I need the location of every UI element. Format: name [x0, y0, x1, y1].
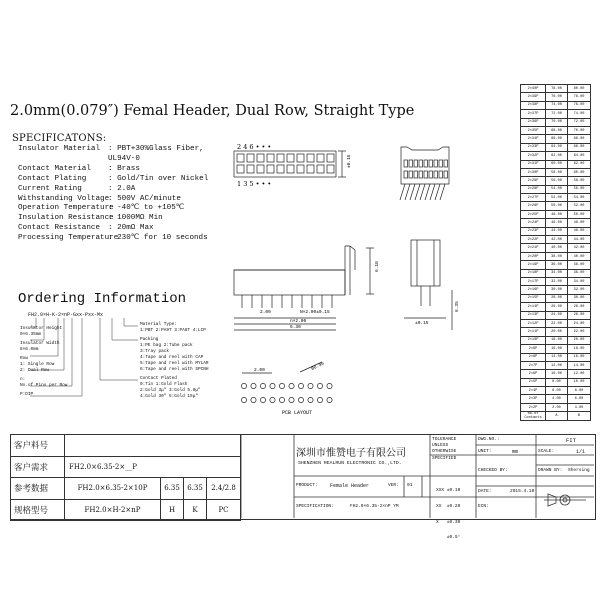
dimension-table-cell: 40.00 [568, 252, 591, 260]
dimension-table-cell: A [546, 412, 568, 421]
dimension-table-cell: 4.00 [546, 395, 568, 403]
dimension-table-cell: 2×3P [521, 395, 546, 403]
dimension-table-cell: 52.00 [568, 202, 591, 210]
unit-value: mm [512, 449, 519, 455]
dimension-table-cell: 44.00 [546, 227, 568, 235]
spec-row: Contact Plating : Gold/Tin over Nickel [18, 174, 209, 183]
dimension-table-cell: 22.00 [546, 319, 568, 327]
ordering-material-type: Material Type: 1:PBT 2:PA9T 3:PA6T 4:LCP [140, 322, 206, 333]
dimension-table-cell: 2×24P [521, 219, 546, 227]
dimension-table-cell: 12.00 [568, 370, 591, 378]
dimension-table-cell: 2×22P [521, 236, 546, 244]
tolerance-label: TOLERANCE UNLESS OTHERWISE SPECIFIED [432, 437, 457, 461]
dimension-table-cell: 2×4P [521, 387, 546, 395]
dimension-table-cell: 2×38P [521, 101, 546, 109]
dimension-table-cell: 22.00 [568, 328, 591, 336]
dwg-no-label: DWG.NO.: [478, 437, 500, 442]
tolerance-values: XXX ±0.10 XX ±0.20 X ±0.30 ±0.5° [436, 488, 461, 541]
ref-k: 6.35 [184, 478, 207, 500]
dimension-table-cell: 66.00 [568, 143, 591, 151]
dim-w630: 6.30 [290, 325, 301, 330]
dimension-table-cell: 76.00 [568, 101, 591, 109]
dimension-table-cell: 74.00 [568, 110, 591, 118]
dimension-table-cell: 68.00 [568, 135, 591, 143]
spec-no-label: 规格型号 [11, 499, 65, 521]
spec-row: Insulator Material : PBT+30%Glass Fiber, [18, 145, 204, 153]
fit-value: FIT [566, 437, 576, 444]
ref-h: 6.35 [161, 478, 184, 500]
company-name-cn: 深圳市惟赞电子有限公司 [296, 448, 406, 459]
dimension-table-cell: 60.00 [546, 160, 568, 168]
dimension-table-cell: 2×8P [521, 353, 546, 361]
dimension-table-cell: 18.00 [568, 345, 591, 353]
dimension-table-cell: 8.00 [568, 387, 591, 395]
dimension-table-cell: 42.00 [568, 244, 591, 252]
dimension-table-cell: 2×16P [521, 286, 546, 294]
dimension-table-cell: 2×19P [521, 261, 546, 269]
dimension-table-cell: 2×29P [521, 177, 546, 185]
dimension-table-cell: 2×17P [521, 277, 546, 285]
pin-numbers-top: 2 4 6 • • • [237, 143, 272, 151]
dimension-table-cell: 2×13P [521, 311, 546, 319]
part-number-code: FH2.0×H-K-2×nP-Gxx-Pxx-Mx [28, 312, 104, 318]
dimension-table-cell: 2×2P [521, 403, 546, 411]
product-value: Female Header [330, 483, 370, 489]
dimension-table-cell: 2×28P [521, 185, 546, 193]
dimension-table-cell: 12.00 [546, 361, 568, 369]
ecn-label: ECN: [478, 504, 489, 509]
spec-row: Operation Temperature : -40℃ to +105℃ [18, 204, 185, 213]
dimension-table-cell: 8.00 [546, 378, 568, 386]
date-value: 2015.4.10 [510, 489, 535, 494]
dimension-table-cell: 2×20P [521, 252, 546, 260]
drawn-by-value: Shersing [568, 468, 590, 473]
spec-row: Withstanding Voltage : 500V AC/minute [18, 194, 181, 203]
dimension-table-cell: 6.00 [568, 395, 591, 403]
dimension-table-cell: 76.00 [546, 93, 568, 101]
dimension-table-cell: 2×39P [521, 93, 546, 101]
dimension-table-cell: 2×15P [521, 294, 546, 302]
dim-h610: 6.10 [375, 261, 380, 272]
dimension-table-cell: 14.00 [568, 361, 591, 369]
dimension-table-cell: 20.00 [546, 328, 568, 336]
dimension-table-cell: 2×12P [521, 319, 546, 327]
dimension-table-cell: 70.00 [568, 126, 591, 134]
dim-pcb-pitch: 2.00 [254, 368, 265, 373]
dimension-table-cell: 6.00 [546, 387, 568, 395]
spec-row: Processing Temperature : 230℃ for 10 seconds [18, 234, 208, 243]
dimension-table-cell: 38.00 [568, 261, 591, 269]
dimension-table-cell: 46.00 [546, 219, 568, 227]
dimension-table-cell: 2×34P [521, 135, 546, 143]
dimension-table-cell: 64.00 [546, 143, 568, 151]
dim-top-height: ±0.15 [347, 154, 352, 168]
dimension-table-cell: 54.00 [568, 194, 591, 202]
dimension-table-cell: 50.00 [568, 210, 591, 218]
dimension-table-cell: 50.00 [546, 202, 568, 210]
dimension-table-cell: 52.00 [546, 194, 568, 202]
dimension-table-cell: 16.00 [568, 353, 591, 361]
customer-req-label: 客户需求 [11, 456, 65, 478]
specification-value: FH2.0×6.35-2×nP YM [350, 504, 399, 509]
dimension-table-cell: 60.00 [568, 168, 591, 176]
dimension-table-cell: 32.00 [568, 286, 591, 294]
drawing-title: 2.0mm(0.079″) Femal Header, Dual Row, Straight Type [10, 103, 415, 119]
dimension-table-cell: 2×26P [521, 202, 546, 210]
dimension-table-cell: 66.00 [546, 135, 568, 143]
specifications-heading: SPECIFICATONS: [12, 133, 107, 144]
dimension-table-cell: 34.00 [568, 277, 591, 285]
dimension-table-cell: 32.00 [546, 277, 568, 285]
dimension-table-cell: 2×11P [521, 328, 546, 336]
dimension-table-cell: 68.00 [546, 126, 568, 134]
dimension-table-cell: 30.00 [546, 286, 568, 294]
dimension-table-cell: 2×6P [521, 370, 546, 378]
dimension-table-cell: 2×5P [521, 378, 546, 386]
ordering-left-labels: Insulator Height 0×6.35mm Insulator Width 8×6.0mm Row 1: Single Row 2: Dual Row n: No.of Pins per Row P:DIP [20, 326, 68, 397]
dimension-table-cell: 2×32P [521, 152, 546, 160]
spec-row: UL94V-0 [108, 154, 140, 163]
dimension-table-cell: 70.00 [546, 118, 568, 126]
dimension-table-cell: 16.00 [546, 345, 568, 353]
spec-row: Contact Material : Brass [18, 164, 140, 173]
ordering-heading: Ordering Information [18, 291, 187, 307]
customer-req-value: FH2.0×6.35-2×__P [65, 456, 241, 478]
dimension-table-cell: 2×37P [521, 110, 546, 118]
dimension-table-cell: 2×14P [521, 303, 546, 311]
product-label: PRODUCT: [296, 483, 318, 488]
dimension-table-cell: 2×30P [521, 168, 546, 176]
scale-label: SCALE: [538, 449, 555, 454]
dimension-table-cell: 46.00 [568, 227, 591, 235]
pin-numbers-bottom: 1 3 5 • • • [237, 180, 272, 188]
ordering-packing: Packing 1:PE bag 2:Tube pack 3:Tray pack 4:Tape and reel with CAP 5:Tape and reel with MYLAR 6:Tape and reel with SPCNH [140, 337, 209, 372]
dimension-table-cell: 2×35P [521, 126, 546, 134]
dimension-table-cell: 2×23P [521, 227, 546, 235]
customer-no-label: 客户料号 [11, 435, 65, 457]
dimension-table-cell: 80.00 [568, 85, 591, 93]
ref-data-label: 参考数据 [11, 478, 65, 500]
dimension-table-cell: 56.00 [568, 185, 591, 193]
dimension-table-cell: 24.00 [546, 311, 568, 319]
dimension-table-cell: 2×31P [521, 160, 546, 168]
dimension-table-cell: 2×25P [521, 210, 546, 218]
dimension-table-cell: 2×9P [521, 345, 546, 353]
col-pc: PC [207, 499, 241, 521]
specification-label: SPECIFICATION: [296, 504, 334, 509]
dimension-table-cell: 44.00 [568, 236, 591, 244]
dimension-table-cell: 24.00 [568, 319, 591, 327]
drawn-by-label: DRAWN BY: [538, 468, 563, 473]
dim-h630: 6.35 [455, 301, 460, 312]
dimension-table-cell: 42.00 [546, 236, 568, 244]
dimension-table-cell: 40.00 [546, 244, 568, 252]
dimension-table-cell: B [568, 412, 591, 421]
ver-value: 01 [407, 483, 413, 488]
dimension-table-cell: 26.00 [568, 311, 591, 319]
dimension-table-cell: 64.00 [568, 152, 591, 160]
dimension-table-cell: 62.00 [568, 160, 591, 168]
dimension-table-cell: 58.00 [546, 168, 568, 176]
dimension-table-cell: 18.00 [546, 336, 568, 344]
dimension-table-cell: 72.00 [546, 110, 568, 118]
dimension-table-cell: 2.00 [546, 403, 568, 411]
dimension-table-cell: 14.00 [546, 353, 568, 361]
dimension-table-cell: 10.00 [568, 378, 591, 386]
dimension-table-cell: 58.00 [568, 177, 591, 185]
dim-n-pitch: n×2.00 [290, 319, 307, 324]
dim-end-width: ±0.15 [415, 321, 429, 326]
ref-pc: 2.4/2.8 [207, 478, 241, 500]
dimension-table-cell: 28.00 [546, 294, 568, 302]
dimension-table-cell: 26.00 [546, 303, 568, 311]
spec-row: Current Rating : 2.0A [18, 184, 136, 193]
dimension-table-cell: 36.00 [568, 269, 591, 277]
dimension-table-cell: 2×10P [521, 336, 546, 344]
dimension-table-cell: 2×36P [521, 118, 546, 126]
dimension-table-cell: 2×27P [521, 194, 546, 202]
dimension-table-cell: 56.00 [546, 177, 568, 185]
dimension-table-cell: 28.00 [568, 303, 591, 311]
ordering-contact-plated: Contact Plated 0:Tin 1:Gold Flash 2:Gold 3μ″ 3:Gold 5.0μ″ 4:Gold 30″ 5:Gold 15μ″ [140, 376, 201, 399]
dimension-table-cell: 20.00 [568, 336, 591, 344]
col-h: H [161, 499, 184, 521]
dimension-table-cell: 2×21P [521, 244, 546, 252]
dimension-table-cell: 2×33P [521, 143, 546, 151]
dimension-table-cell: 62.00 [546, 152, 568, 160]
dimension-table-cell: 2×18P [521, 269, 546, 277]
company-name-en: SHENZHEN REALRUN ELECTRONIC CO.,LTD. [298, 461, 402, 466]
unit-label: UNIT: [478, 449, 492, 454]
dimension-table-cell: 54.00 [546, 185, 568, 193]
dimension-table-cell: 48.00 [546, 210, 568, 218]
dimension-table-cell: 74.00 [546, 101, 568, 109]
dimension-table-cell: 10.00 [546, 370, 568, 378]
dimension-table-cell: 72.00 [568, 118, 591, 126]
spec-no-value: FH2.0×H-2×nP [65, 499, 161, 521]
ver-label: VER: [388, 483, 399, 488]
dimension-table-cell: No.of Contacts [521, 412, 546, 421]
spec-row: Contact Resistance : 20mΩ Max [18, 224, 154, 233]
dim-total: N×2.00±0.15 [300, 310, 330, 315]
dimension-table-cell: 78.00 [568, 93, 591, 101]
dimension-table-cell: 38.00 [546, 252, 568, 260]
dimension-table-cell: 30.00 [568, 294, 591, 302]
ref-data-value: FH2.0×6.35-2×10P [65, 478, 161, 500]
dimension-table-cell: 2×7P [521, 361, 546, 369]
scale-value: 1/1 [576, 449, 586, 455]
date-label: DATE: [478, 489, 492, 494]
dim-pitch: 2.00 [260, 310, 271, 315]
pcb-layout-label: PCB LAYOUT [282, 410, 313, 416]
dimension-table-cell: 2×40P [521, 85, 546, 93]
dimension-table-cell: 4.00 [568, 403, 591, 411]
spec-row: Insulation Resistance : 1000MΩ Min [18, 214, 163, 223]
col-k: K [184, 499, 207, 521]
dim-hole-diameter: Ø0.90 [310, 361, 326, 372]
checked-by-label: CHECKED BY: [478, 468, 508, 473]
dimension-table-cell: 78.00 [546, 85, 568, 93]
dimension-table-cell: 48.00 [568, 219, 591, 227]
dimension-table-cell: 34.00 [546, 269, 568, 277]
dimension-table-cell: 36.00 [546, 261, 568, 269]
